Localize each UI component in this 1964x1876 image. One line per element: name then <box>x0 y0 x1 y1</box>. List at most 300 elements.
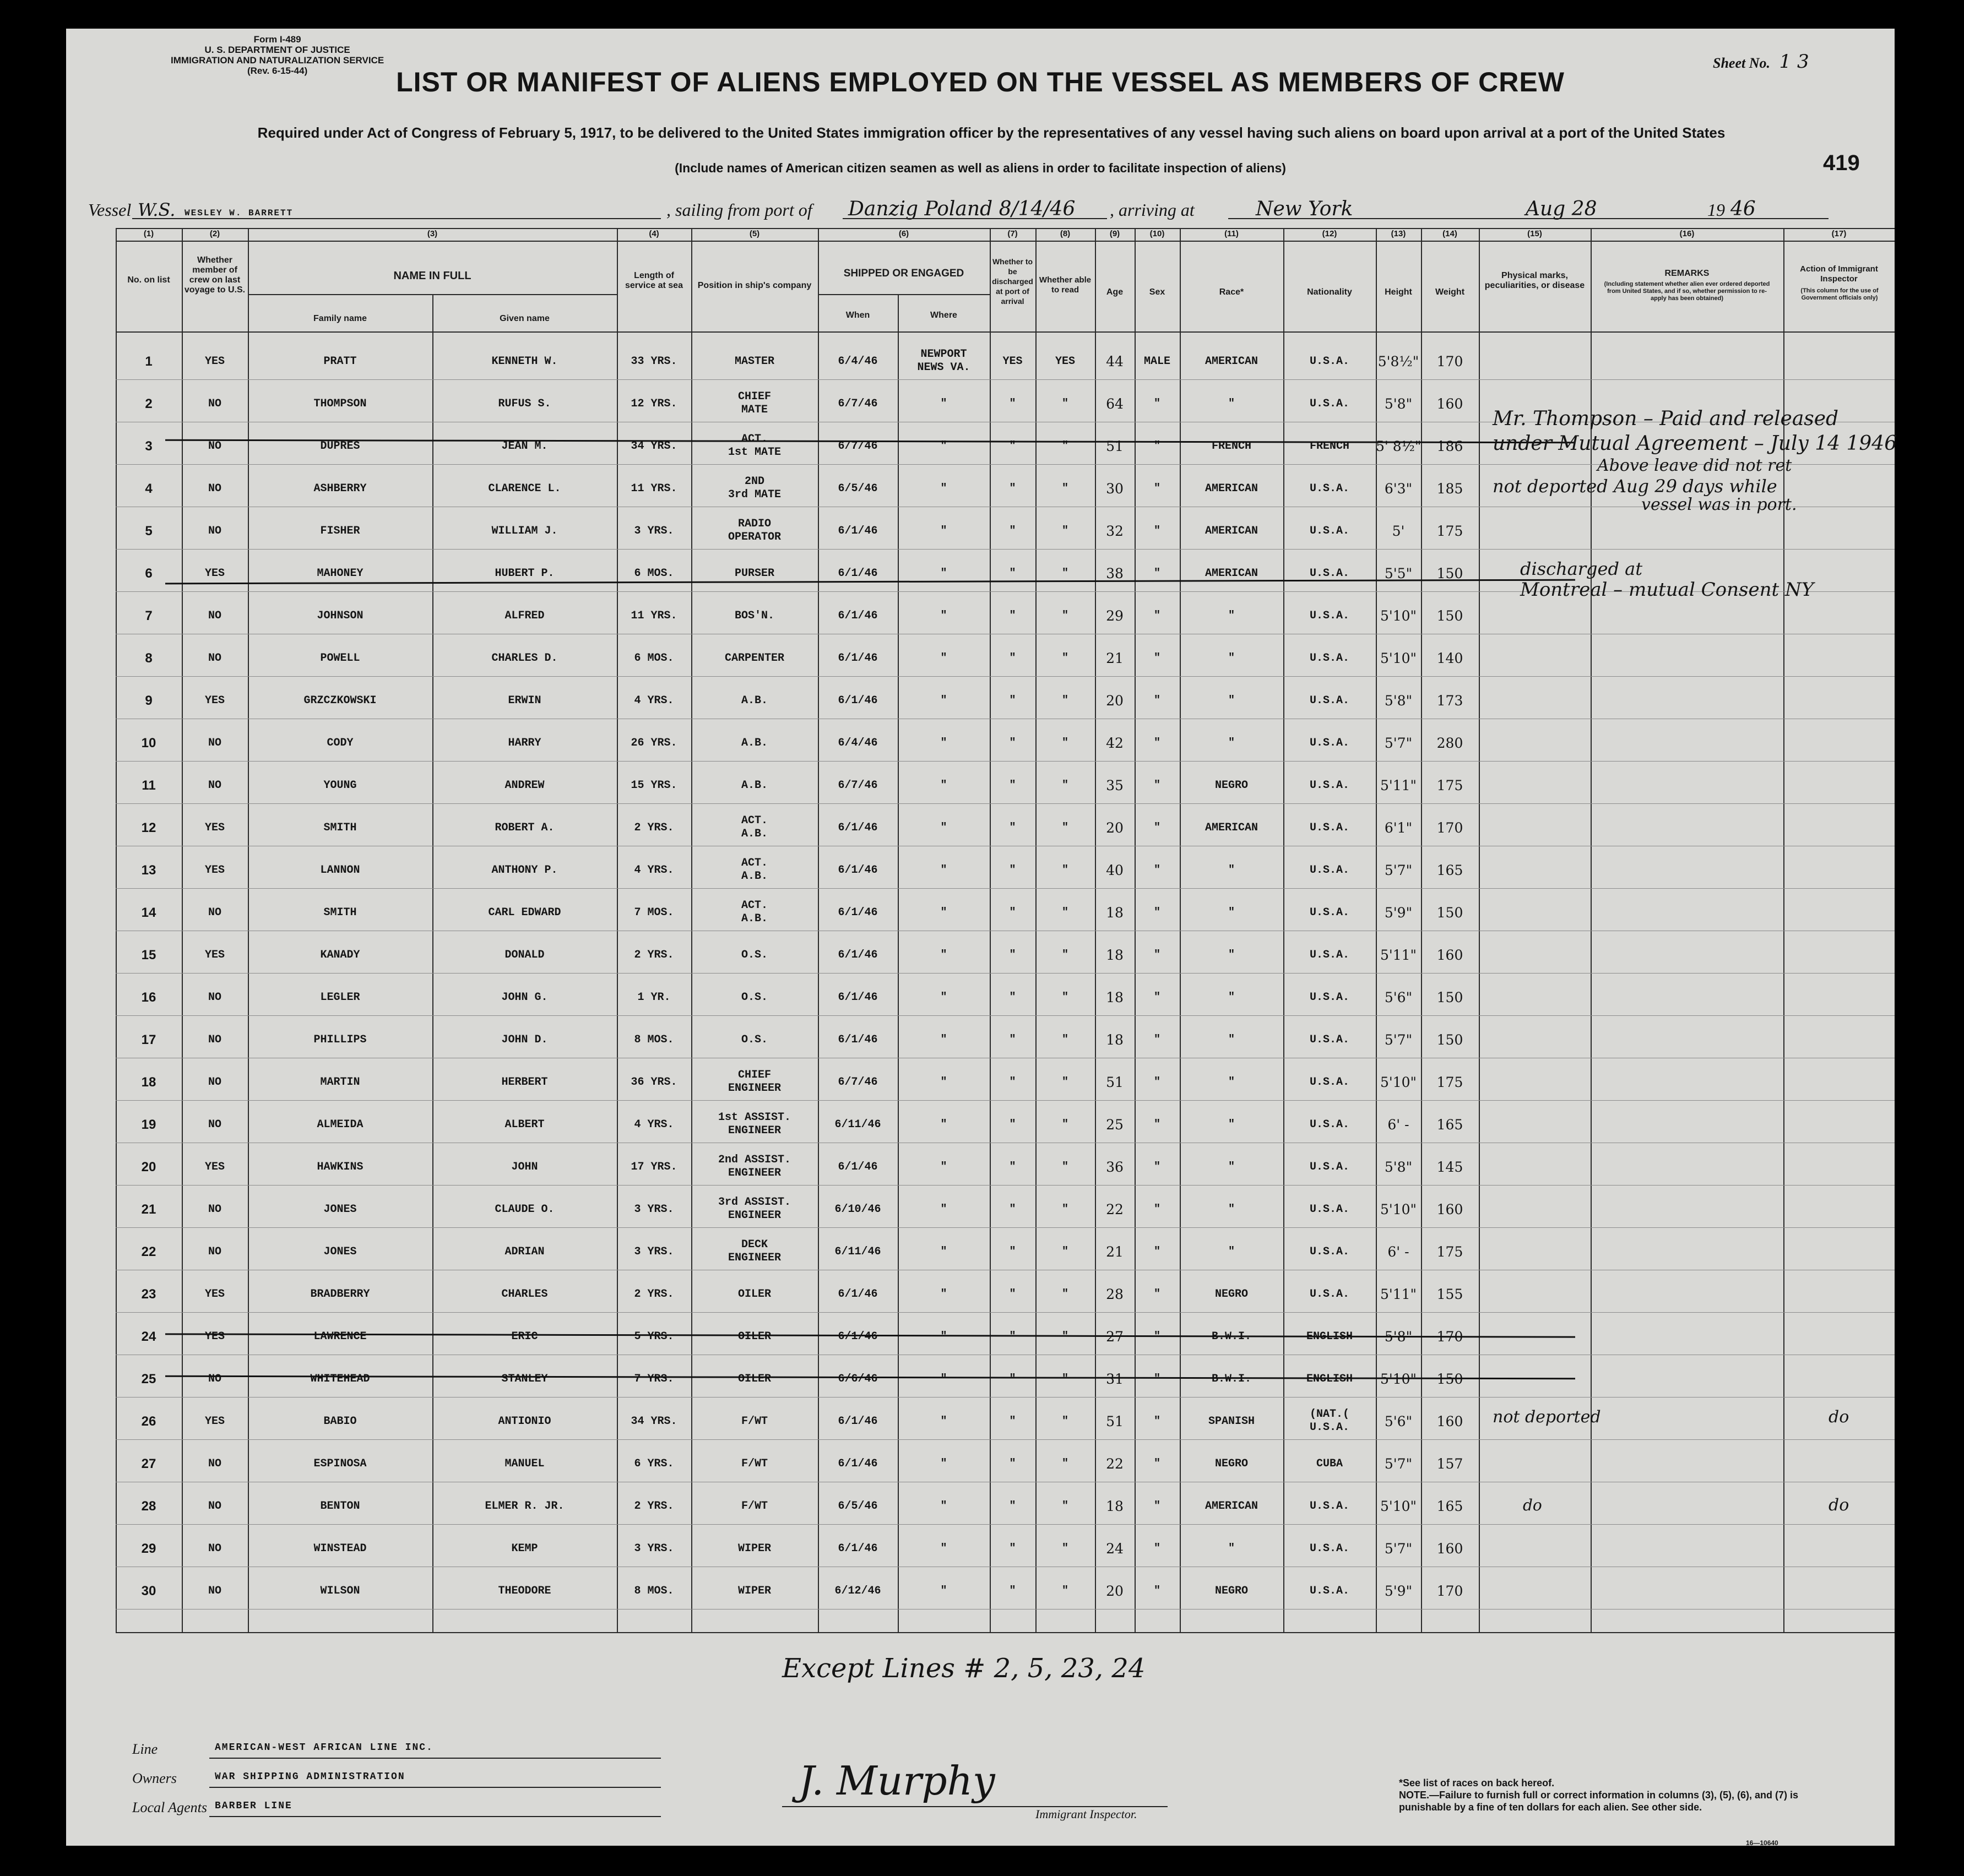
table-bottom-border <box>116 1632 1895 1633</box>
cell-read: " <box>1061 1034 1068 1046</box>
cell-family: LEGLER <box>320 991 360 1004</box>
cell-disch: " <box>1009 1288 1016 1301</box>
cell-weight: 160 <box>1436 396 1463 412</box>
cell-race: " <box>1228 906 1235 919</box>
cell-disch: " <box>1009 1161 1016 1173</box>
table-row <box>66 889 1895 932</box>
cell-disch: " <box>1009 991 1016 1004</box>
cell-service: 6 MOS. <box>634 652 674 665</box>
cell-weight: 145 <box>1436 1159 1463 1175</box>
cell-disch: YES <box>1002 355 1023 368</box>
cell-service: 11 YRS. <box>631 482 677 495</box>
cell-sex: " <box>1153 1500 1160 1513</box>
owners-underline <box>209 1787 661 1788</box>
cell-when: 6/10/46 <box>834 1203 881 1216</box>
table-row <box>66 847 1895 889</box>
cell-nat: U.S.A. <box>1309 398 1349 410</box>
cell-last: NO <box>208 1373 221 1385</box>
column-number: (4) <box>649 229 659 238</box>
cell-family: DUPRES <box>320 440 360 453</box>
cell-given: KEMP <box>511 1542 538 1555</box>
cell-position: 1st ASSIST. ENGINEER <box>718 1111 791 1137</box>
table-row <box>66 1398 1895 1440</box>
cell-sex: " <box>1153 737 1160 749</box>
cell-family: GRZCZKOWSKI <box>303 694 377 707</box>
header-nationality: Nationality <box>1307 287 1352 297</box>
cell-no: 17 <box>141 1032 156 1047</box>
cell-given: ANTHONY P. <box>491 864 558 877</box>
cell-family: CODY <box>327 737 354 749</box>
cell-read: " <box>1061 398 1068 410</box>
cell-disch: " <box>1009 652 1016 665</box>
cell-where: " <box>940 1203 947 1216</box>
cell-family: POWELL <box>320 652 360 665</box>
cell-when: 6/1/46 <box>838 1458 878 1470</box>
column-number: (15) <box>1527 229 1542 238</box>
cell-position: A.B. <box>741 779 768 792</box>
cell-where: " <box>940 1415 947 1428</box>
cell-weight: 170 <box>1436 820 1463 836</box>
cell-race: FRENCH <box>1211 440 1251 453</box>
cell-age: 32 <box>1106 523 1124 539</box>
cell-family: JONES <box>323 1246 357 1258</box>
cell-position: OILER <box>737 1330 771 1343</box>
cell-when: 6/1/46 <box>838 1330 878 1343</box>
cell-when: 6/5/46 <box>838 1500 878 1513</box>
header-remarks: REMARKS <box>1664 269 1710 278</box>
cell-age: 51 <box>1106 438 1124 454</box>
cell-disch: " <box>1009 1076 1016 1089</box>
cell-last: NO <box>208 1542 221 1555</box>
header-no-on-list: No. on list <box>127 275 170 285</box>
cell-position: DECK ENGINEER <box>728 1238 781 1264</box>
cell-weight: 150 <box>1436 1032 1463 1048</box>
cell-service: 26 YRS. <box>631 737 677 749</box>
agents-underline <box>209 1816 661 1817</box>
cell-where: " <box>940 525 947 537</box>
cell-given: ERWIN <box>508 694 541 707</box>
cell-sex: " <box>1153 398 1160 410</box>
cell-nat: U.S.A. <box>1309 822 1349 834</box>
cell-no: 25 <box>141 1372 156 1386</box>
cell-no: 14 <box>141 905 156 920</box>
cell-weight: 150 <box>1436 565 1463 581</box>
cell-nat: U.S.A. <box>1309 567 1349 580</box>
cell-read: YES <box>1055 355 1075 368</box>
cell-height: 5'10" <box>1380 1201 1417 1217</box>
owners-value: WAR SHIPPING ADMINISTRATION <box>215 1771 405 1782</box>
cell-no: 7 <box>145 608 153 623</box>
cell-height: 5'7" <box>1384 1456 1413 1472</box>
column-number: (12) <box>1322 229 1337 238</box>
cell-no: 18 <box>141 1075 156 1090</box>
cell-where: " <box>940 1330 947 1343</box>
cell-when: 6/5/46 <box>838 482 878 495</box>
cell-position: A.B. <box>741 737 768 749</box>
cell-sex: " <box>1153 1542 1160 1555</box>
cell-family: ALMEIDA <box>317 1118 363 1131</box>
cell-when: 6/7/46 <box>838 398 878 410</box>
cell-height: 5'5" <box>1384 565 1413 581</box>
cell-last: YES <box>204 355 225 368</box>
cell-position: WIPER <box>737 1542 771 1555</box>
cell-height: 5'11" <box>1380 1286 1417 1302</box>
cell-age: 24 <box>1106 1541 1124 1557</box>
header-family-name: Family name <box>313 314 367 323</box>
cell-service: 3 YRS. <box>634 1246 674 1258</box>
cell-disch: " <box>1009 864 1016 877</box>
cell-no: 10 <box>141 736 156 751</box>
column-number: (10) <box>1149 229 1165 238</box>
cell-read: " <box>1061 694 1068 707</box>
cell-no: 15 <box>141 948 156 963</box>
cell-position: ACT. A.B. <box>741 857 768 883</box>
cell-no: 21 <box>141 1202 156 1217</box>
cell-age: 18 <box>1106 905 1124 921</box>
cell-read: " <box>1061 1415 1068 1428</box>
cell-service: 3 YRS. <box>634 1542 674 1555</box>
cell-no: 2 <box>145 396 153 411</box>
cell-nat: U.S.A. <box>1309 525 1349 537</box>
cell-read: " <box>1061 1500 1068 1513</box>
cell-no: 1 <box>145 354 153 369</box>
cell-nat: U.S.A. <box>1309 1161 1349 1173</box>
cell-disch: " <box>1009 737 1016 749</box>
column-number: (8) <box>1060 229 1071 238</box>
cell-sex: " <box>1153 1585 1160 1597</box>
cell-family: SMITH <box>323 906 357 919</box>
table-row <box>66 1016 1895 1059</box>
vessel-name: WESLEY W. BARRETT <box>185 208 294 218</box>
cell-service: 4 YRS. <box>634 864 674 877</box>
cell-position: A.B. <box>741 694 768 707</box>
inspector-signature: J. Murphy <box>799 1758 995 1804</box>
cell-where: " <box>940 1288 947 1301</box>
cell-service: 7 MOS. <box>634 906 674 919</box>
sheet-number-value: 1 3 <box>1779 51 1809 73</box>
cell-family: FISHER <box>320 525 360 537</box>
cell-last: YES <box>204 567 225 580</box>
remark-thompson-line1: Mr. Thompson – Paid and released <box>1493 407 1839 430</box>
header-length-of-service: Length of service at sea <box>625 271 683 290</box>
cell-read: " <box>1061 864 1068 877</box>
cell-height: 5'6" <box>1384 989 1413 1005</box>
cell-read: " <box>1061 822 1068 834</box>
cell-family: WILSON <box>320 1585 360 1597</box>
cell-race: " <box>1228 737 1235 749</box>
cell-age: 18 <box>1106 1498 1124 1514</box>
cell-service: 1 YR. <box>637 991 671 1004</box>
cell-disch: " <box>1009 1118 1016 1131</box>
cell-no: 20 <box>141 1160 156 1174</box>
cell-read: " <box>1061 1330 1068 1343</box>
cell-given: ANTIONIO <box>498 1415 551 1428</box>
cell-race: " <box>1228 1118 1235 1131</box>
cell-family: BABIO <box>323 1415 357 1428</box>
table-row <box>66 1059 1895 1101</box>
cell-where: " <box>940 991 947 1004</box>
owners-label: Owners <box>132 1770 177 1786</box>
cell-height: 5'8" <box>1384 396 1413 412</box>
table-row <box>66 762 1895 804</box>
cell-last: YES <box>204 1415 225 1428</box>
cell-last: YES <box>204 864 225 877</box>
cell-sex: " <box>1153 906 1160 919</box>
cell-family: JONES <box>323 1203 357 1216</box>
cell-service: 4 YRS. <box>634 1118 674 1131</box>
cell-nat: U.S.A. <box>1309 906 1349 919</box>
cell-read: " <box>1061 610 1068 622</box>
cell-given: HERBERT <box>501 1076 548 1089</box>
line-underline <box>209 1758 661 1759</box>
cell-position: F/WT <box>741 1500 768 1513</box>
local-agents-value: BARBER LINE <box>215 1801 292 1812</box>
table-row <box>66 1186 1895 1228</box>
cell-age: 30 <box>1106 481 1124 497</box>
column-number: (5) <box>749 229 760 238</box>
cell-age: 20 <box>1106 693 1124 709</box>
cell-weight: 155 <box>1436 1286 1463 1302</box>
cell-height: 5'10" <box>1380 1074 1417 1090</box>
cell-position: O.S. <box>741 1034 768 1046</box>
cell-where: NEWPORT NEWS VA. <box>917 348 970 374</box>
header-position: Position in ship's company <box>697 281 812 290</box>
cell-age: 51 <box>1106 1074 1124 1090</box>
cell-service: 6 MOS. <box>634 567 674 580</box>
cell-no: 22 <box>141 1244 156 1259</box>
cell-nat: U.S.A. <box>1309 1203 1349 1216</box>
cell-given: CHARLES <box>501 1288 548 1301</box>
shipped-subheader-line <box>818 294 990 295</box>
cell-service: 8 MOS. <box>634 1585 674 1597</box>
cell-when: 6/1/46 <box>838 1161 878 1173</box>
cell-last: NO <box>208 779 221 792</box>
cell-when: 6/1/46 <box>838 991 878 1004</box>
arriving-underline <box>1228 218 1718 219</box>
cell-last: YES <box>204 1161 225 1173</box>
cell-when: 6/6/46 <box>838 1373 878 1385</box>
vessel-label: Vessel <box>88 200 132 220</box>
cell-position: OILER <box>737 1373 771 1385</box>
cell-sex: " <box>1153 949 1160 961</box>
table-row <box>66 1144 1895 1186</box>
cell-last: YES <box>204 1288 225 1301</box>
header-name-in-full: NAME IN FULL <box>393 270 471 282</box>
cell-when: 6/1/46 <box>838 567 878 580</box>
cell-position: CARPENTER <box>724 652 785 665</box>
table-row <box>66 804 1895 847</box>
cell-service: 7 YRS. <box>634 1373 674 1385</box>
cell-no: 8 <box>145 651 153 666</box>
header-last-voyage: Whether member of crew on last voyage to U.S. <box>184 255 246 295</box>
cell-service: 12 YRS. <box>631 398 677 410</box>
table-row <box>66 1483 1895 1525</box>
cell-where: " <box>940 610 947 622</box>
remark-fisher-line1: discharged at <box>1520 558 1643 579</box>
cell-nat: U.S.A. <box>1309 991 1349 1004</box>
cell-sex: " <box>1153 694 1160 707</box>
marks-espinosa: do <box>1523 1496 1542 1514</box>
cell-race: B.W.I. <box>1211 1373 1251 1385</box>
cell-race: B.W.I. <box>1211 1330 1251 1343</box>
cell-read: " <box>1061 1585 1068 1597</box>
cell-disch: " <box>1009 567 1016 580</box>
cell-disch: " <box>1009 398 1016 410</box>
cell-where: " <box>940 567 947 580</box>
cell-sex: " <box>1153 1288 1160 1301</box>
cell-age: 18 <box>1106 1032 1124 1048</box>
service-name: IMMIGRATION AND NATURALIZATION SERVICE <box>171 55 384 66</box>
cell-disch: " <box>1009 694 1016 707</box>
cell-no: 12 <box>141 820 156 835</box>
cell-family: MAHONEY <box>317 567 363 580</box>
cell-nat: U.S.A. <box>1309 1500 1349 1513</box>
cell-height: 5'9" <box>1384 1583 1413 1599</box>
cell-position: WIPER <box>737 1585 771 1597</box>
remark-whitehead: not deported <box>1493 1407 1601 1427</box>
cell-age: 31 <box>1106 1371 1124 1387</box>
cell-last: NO <box>208 525 221 537</box>
cell-when: 6/7/46 <box>838 779 878 792</box>
cell-age: 29 <box>1106 608 1124 624</box>
header-sex: Sex <box>1149 287 1165 297</box>
cell-when: 6/1/46 <box>838 610 878 622</box>
cell-weight: 175 <box>1436 777 1463 793</box>
cell-service: 34 YRS. <box>631 440 677 453</box>
cell-height: 5'7" <box>1384 1541 1413 1557</box>
cell-service: 11 YRS. <box>631 610 677 622</box>
sailing-underline <box>843 218 1107 219</box>
cell-read: " <box>1061 567 1068 580</box>
cell-when: 6/12/46 <box>834 1585 881 1597</box>
remark-dupres-line2: not deported Aug 29 days while <box>1493 476 1777 497</box>
cell-given: CLARENCE L. <box>488 482 561 495</box>
cell-service: 8 MOS. <box>634 1034 674 1046</box>
cell-sex: " <box>1153 1076 1160 1089</box>
cell-no: 23 <box>141 1287 156 1302</box>
cell-no: 29 <box>141 1541 156 1556</box>
cell-family: HAWKINS <box>317 1161 363 1173</box>
column-number: (14) <box>1442 229 1457 238</box>
cell-weight: 140 <box>1436 650 1463 666</box>
cell-where: " <box>940 737 947 749</box>
cell-disch: " <box>1009 949 1016 961</box>
cell-weight: 150 <box>1436 1371 1463 1387</box>
cell-read: " <box>1061 1118 1068 1131</box>
cell-read: " <box>1061 949 1068 961</box>
cell-height: 6'1" <box>1384 820 1413 836</box>
cell-weight: 280 <box>1436 735 1463 751</box>
arrival-year: 46 <box>1730 198 1756 220</box>
cell-race: " <box>1228 694 1235 707</box>
cell-where: " <box>940 1458 947 1470</box>
vessel-underline <box>132 218 661 219</box>
cell-age: 21 <box>1106 650 1124 666</box>
cell-race: " <box>1228 1161 1235 1173</box>
header-able-to-read: Whether able to read <box>1039 275 1092 295</box>
arrival-date: Aug 28 <box>1526 198 1597 220</box>
cell-given: KENNETH W. <box>491 355 558 368</box>
action-whitehead: do <box>1829 1407 1849 1427</box>
cell-race: NEGRO <box>1214 1458 1248 1470</box>
cell-when: 6/1/46 <box>838 1542 878 1555</box>
cell-position: ACT. A.B. <box>741 814 768 840</box>
arriving-label: , arriving at <box>1110 200 1195 220</box>
line-label: Line <box>132 1741 158 1757</box>
cell-no: 30 <box>141 1584 156 1598</box>
cell-no: 27 <box>141 1456 156 1471</box>
header-height: Height <box>1385 287 1412 297</box>
column-number: (7) <box>1007 229 1018 238</box>
cell-given: JEAN M. <box>501 440 548 453</box>
header-bottom-border <box>116 331 1895 333</box>
cell-height: 5'10" <box>1380 650 1417 666</box>
cell-family: LANNON <box>320 864 360 877</box>
cell-race: " <box>1228 652 1235 665</box>
cell-where: " <box>940 1500 947 1513</box>
header-shipped-where: Where <box>930 311 957 320</box>
local-agents-label: Local Agents <box>132 1799 208 1815</box>
cell-family: PHILLIPS <box>313 1034 367 1046</box>
cell-last: NO <box>208 1458 221 1470</box>
column-number: (1) <box>143 229 154 238</box>
except-lines-note: Except Lines # 2, 5, 23, 24 <box>782 1653 1146 1684</box>
cell-last: NO <box>208 440 221 453</box>
cell-when: 6/11/46 <box>834 1246 881 1258</box>
cell-when: 6/1/46 <box>838 906 878 919</box>
table-row <box>66 1440 1895 1483</box>
cell-age: 40 <box>1106 862 1124 878</box>
cell-when: 6/7/46 <box>838 440 878 453</box>
cell-sex: " <box>1153 1415 1160 1428</box>
cell-disch: " <box>1009 1458 1016 1470</box>
cell-race: " <box>1228 1246 1235 1258</box>
cell-where: " <box>940 694 947 707</box>
cell-position: F/WT <box>741 1458 768 1470</box>
cell-age: 64 <box>1106 396 1124 412</box>
cell-nat: U.S.A. <box>1309 1076 1349 1089</box>
cell-race: SPANISH <box>1208 1415 1255 1428</box>
cell-sex: " <box>1153 1161 1160 1173</box>
cell-disch: " <box>1009 906 1016 919</box>
cell-no: 5 <box>145 524 153 539</box>
cell-read: " <box>1061 1542 1068 1555</box>
cell-age: 21 <box>1106 1244 1124 1260</box>
cell-no: 13 <box>141 863 156 878</box>
cell-where: " <box>940 1246 947 1258</box>
cell-given: HUBERT P. <box>495 567 555 580</box>
cell-where: " <box>940 864 947 877</box>
header-discharged: Whether to be discharged at port of arrival <box>992 257 1033 306</box>
cell-where: " <box>940 822 947 834</box>
cell-disch: " <box>1009 1542 1016 1555</box>
cell-race: AMERICAN <box>1205 1500 1258 1513</box>
cell-race: NEGRO <box>1214 779 1248 792</box>
cell-weight: 185 <box>1436 481 1463 497</box>
cell-family: LAWRENCE <box>313 1330 367 1343</box>
cell-nat: U.S.A. <box>1309 694 1349 707</box>
vessel-prefix: W.S. <box>138 199 176 220</box>
cell-height: 5'8" <box>1384 1159 1413 1175</box>
cell-height: 6' - <box>1387 1244 1409 1260</box>
cell-given: RUFUS S. <box>498 398 551 410</box>
header-inspector-action: Action of Immigrant Inspector <box>1800 264 1878 284</box>
cell-height: 5'8" <box>1384 1329 1413 1345</box>
cell-height: 5'7" <box>1384 735 1413 751</box>
cell-read: " <box>1061 1288 1068 1301</box>
cell-nat: U.S.A. <box>1309 1288 1349 1301</box>
cell-nat: U.S.A. <box>1309 1585 1349 1597</box>
